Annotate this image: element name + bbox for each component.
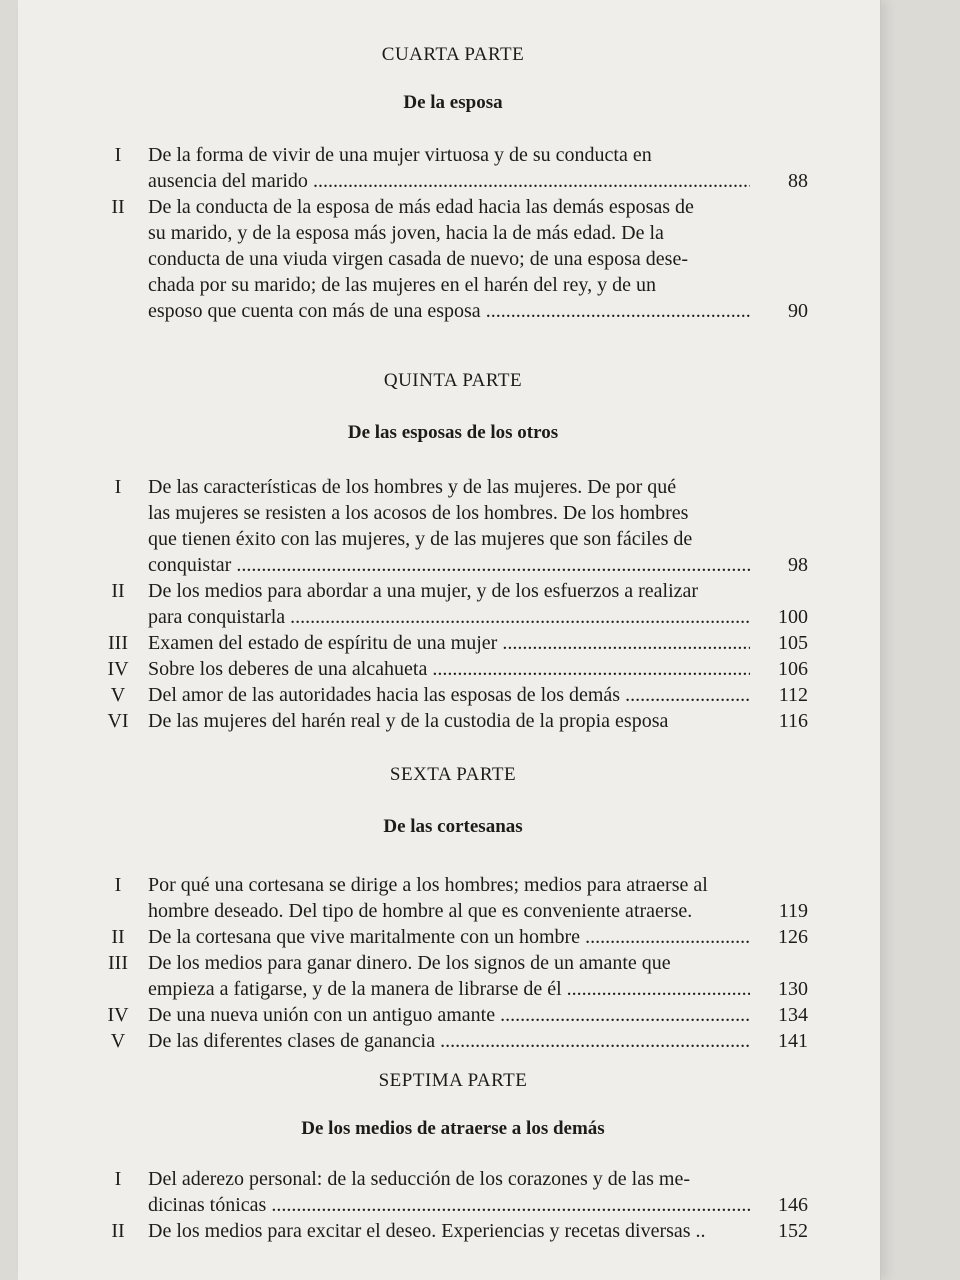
toc-entry[interactable]	[98, 656, 808, 682]
entry-last-line: De los medios para excitar el deseo. Experiencias y recetas diversas ..	[148, 1220, 706, 1242]
entry-last-line: para conquistarla .....	[148, 604, 750, 630]
entry-last-line: De una nueva unión con un antiguo amante .....	[148, 1002, 750, 1028]
toc-entry[interactable]	[98, 194, 808, 324]
part-heading: CUARTA PARTE	[381, 44, 525, 65]
entry-line: De las características de los hombres y de las mujeres. De por qué	[148, 476, 677, 498]
chapter-number: III	[108, 952, 128, 974]
chapter-number: II	[111, 196, 125, 218]
toc-entry[interactable]	[98, 1002, 808, 1028]
page-number: 112	[778, 684, 808, 706]
section-cuarta-parte	[98, 44, 808, 324]
part-heading: QUINTA PARTE	[383, 370, 523, 391]
entry-line: chada por su marido; de las mujeres en el harén del rey, y de un	[148, 274, 656, 296]
page-number: 119	[778, 900, 808, 922]
chapter-number: I	[114, 476, 122, 498]
page-number: 88	[788, 170, 808, 192]
toc-entry[interactable]	[98, 950, 808, 1002]
entry-line: que tienen éxito con las mujeres, y de las mujeres que son fáciles de	[148, 528, 693, 550]
toc-entry[interactable]	[98, 872, 808, 924]
chapter-number: II	[111, 1220, 125, 1242]
section-quinta-parte	[98, 370, 808, 734]
toc-entry[interactable]	[98, 924, 808, 950]
page-number: 130	[778, 978, 808, 1000]
entry-last-line: empieza a fatigarse, y de la manera de librarse de él .....	[148, 976, 750, 1002]
page-number: 105	[778, 632, 808, 654]
page-number: 90	[788, 300, 808, 322]
section-title: De los medios de atraerse a los demás	[301, 1118, 605, 1139]
section-title: De la esposa	[403, 92, 503, 113]
entry-last-line: esposo que cuenta con más de una esposa .....	[148, 298, 750, 324]
page-number: 134	[778, 1004, 808, 1026]
entry-line: De los medios para abordar a una mujer, y de los esfuerzos a realizar	[148, 580, 699, 602]
entry-line: De la conducta de la esposa de más edad hacia las demás esposas de	[148, 196, 694, 218]
toc-entry[interactable]	[98, 630, 808, 656]
page-number: 116	[778, 710, 808, 732]
section-septima-parte	[98, 1070, 808, 1244]
part-heading: SEPTIMA PARTE	[378, 1070, 528, 1091]
page-number: 152	[778, 1220, 808, 1242]
section-sexta-parte	[98, 764, 808, 1054]
part-heading: SEXTA PARTE	[389, 764, 517, 785]
page-number: 106	[778, 658, 808, 680]
entry-last-line: hombre deseado. Del tipo de hombre al que es conveniente atraerse.	[148, 900, 693, 922]
entry-last-line: De las mujeres del harén real y de la custodia de la propia esposa	[148, 710, 669, 732]
entry-line: las mujeres se resisten a los acosos de los hombres. De los hombres	[148, 502, 689, 524]
chapter-number: V	[110, 1030, 126, 1052]
toc-entry[interactable]	[98, 142, 808, 194]
page-number: 141	[778, 1030, 808, 1052]
toc-entry[interactable]	[98, 708, 808, 734]
entry-line: conducta de una viuda virgen casada de nuevo; de una esposa dese-	[148, 248, 688, 270]
entry-last-line: dicinas tónicas .....	[148, 1192, 750, 1218]
entry-last-line: De las diferentes clases de ganancia .....	[148, 1028, 750, 1054]
entry-last-line: conquistar .....	[148, 552, 750, 578]
toc-entry[interactable]	[98, 1166, 808, 1218]
chapter-number: II	[111, 926, 125, 948]
entry-last-line: Del amor de las autoridades hacia las esposas de los demás .....	[148, 682, 750, 708]
toc-entry[interactable]	[98, 682, 808, 708]
chapter-number: I	[114, 144, 122, 166]
chapter-number: III	[108, 632, 128, 654]
chapter-number: V	[110, 684, 126, 706]
page-number: 100	[778, 606, 808, 628]
entry-last-line: De la cortesana que vive maritalmente con un hombre .....	[148, 924, 750, 950]
chapter-number: II	[111, 580, 125, 602]
page-number: 98	[788, 554, 808, 576]
entry-line: De los medios para ganar dinero. De los signos de un amante que	[148, 952, 671, 974]
page-number: 126	[778, 926, 808, 948]
entry-line: Por qué una cortesana se dirige a los hombres; medios para atraerse al	[148, 874, 708, 896]
chapter-number: VI	[107, 710, 129, 732]
page-number: 146	[778, 1194, 808, 1216]
entry-line: Del aderezo personal: de la seducción de los corazones y de las me-	[148, 1168, 690, 1190]
section-title: De las cortesanas	[383, 816, 523, 837]
entry-line: De la forma de vivir de una mujer virtuosa y de su conducta en	[148, 144, 652, 166]
chapter-number: I	[114, 874, 122, 896]
toc-entry[interactable]	[98, 1218, 808, 1244]
chapter-number: IV	[107, 1004, 129, 1026]
toc-entry[interactable]	[98, 474, 808, 578]
entry-line: su marido, y de la esposa más joven, hacia la de más edad. De la	[148, 222, 664, 244]
entry-last-line: Examen del estado de espíritu de una mujer .....	[148, 630, 750, 656]
entry-last-line: Sobre los deberes de una alcahueta .....	[148, 656, 750, 682]
entry-last-line: ausencia del marido .....	[148, 168, 750, 194]
toc-entry[interactable]	[98, 578, 808, 630]
chapter-number: IV	[107, 658, 129, 680]
chapter-number: I	[114, 1168, 122, 1190]
section-title: De las esposas de los otros	[347, 422, 559, 443]
toc-entry[interactable]	[98, 1028, 808, 1054]
book-page	[18, 0, 881, 1280]
